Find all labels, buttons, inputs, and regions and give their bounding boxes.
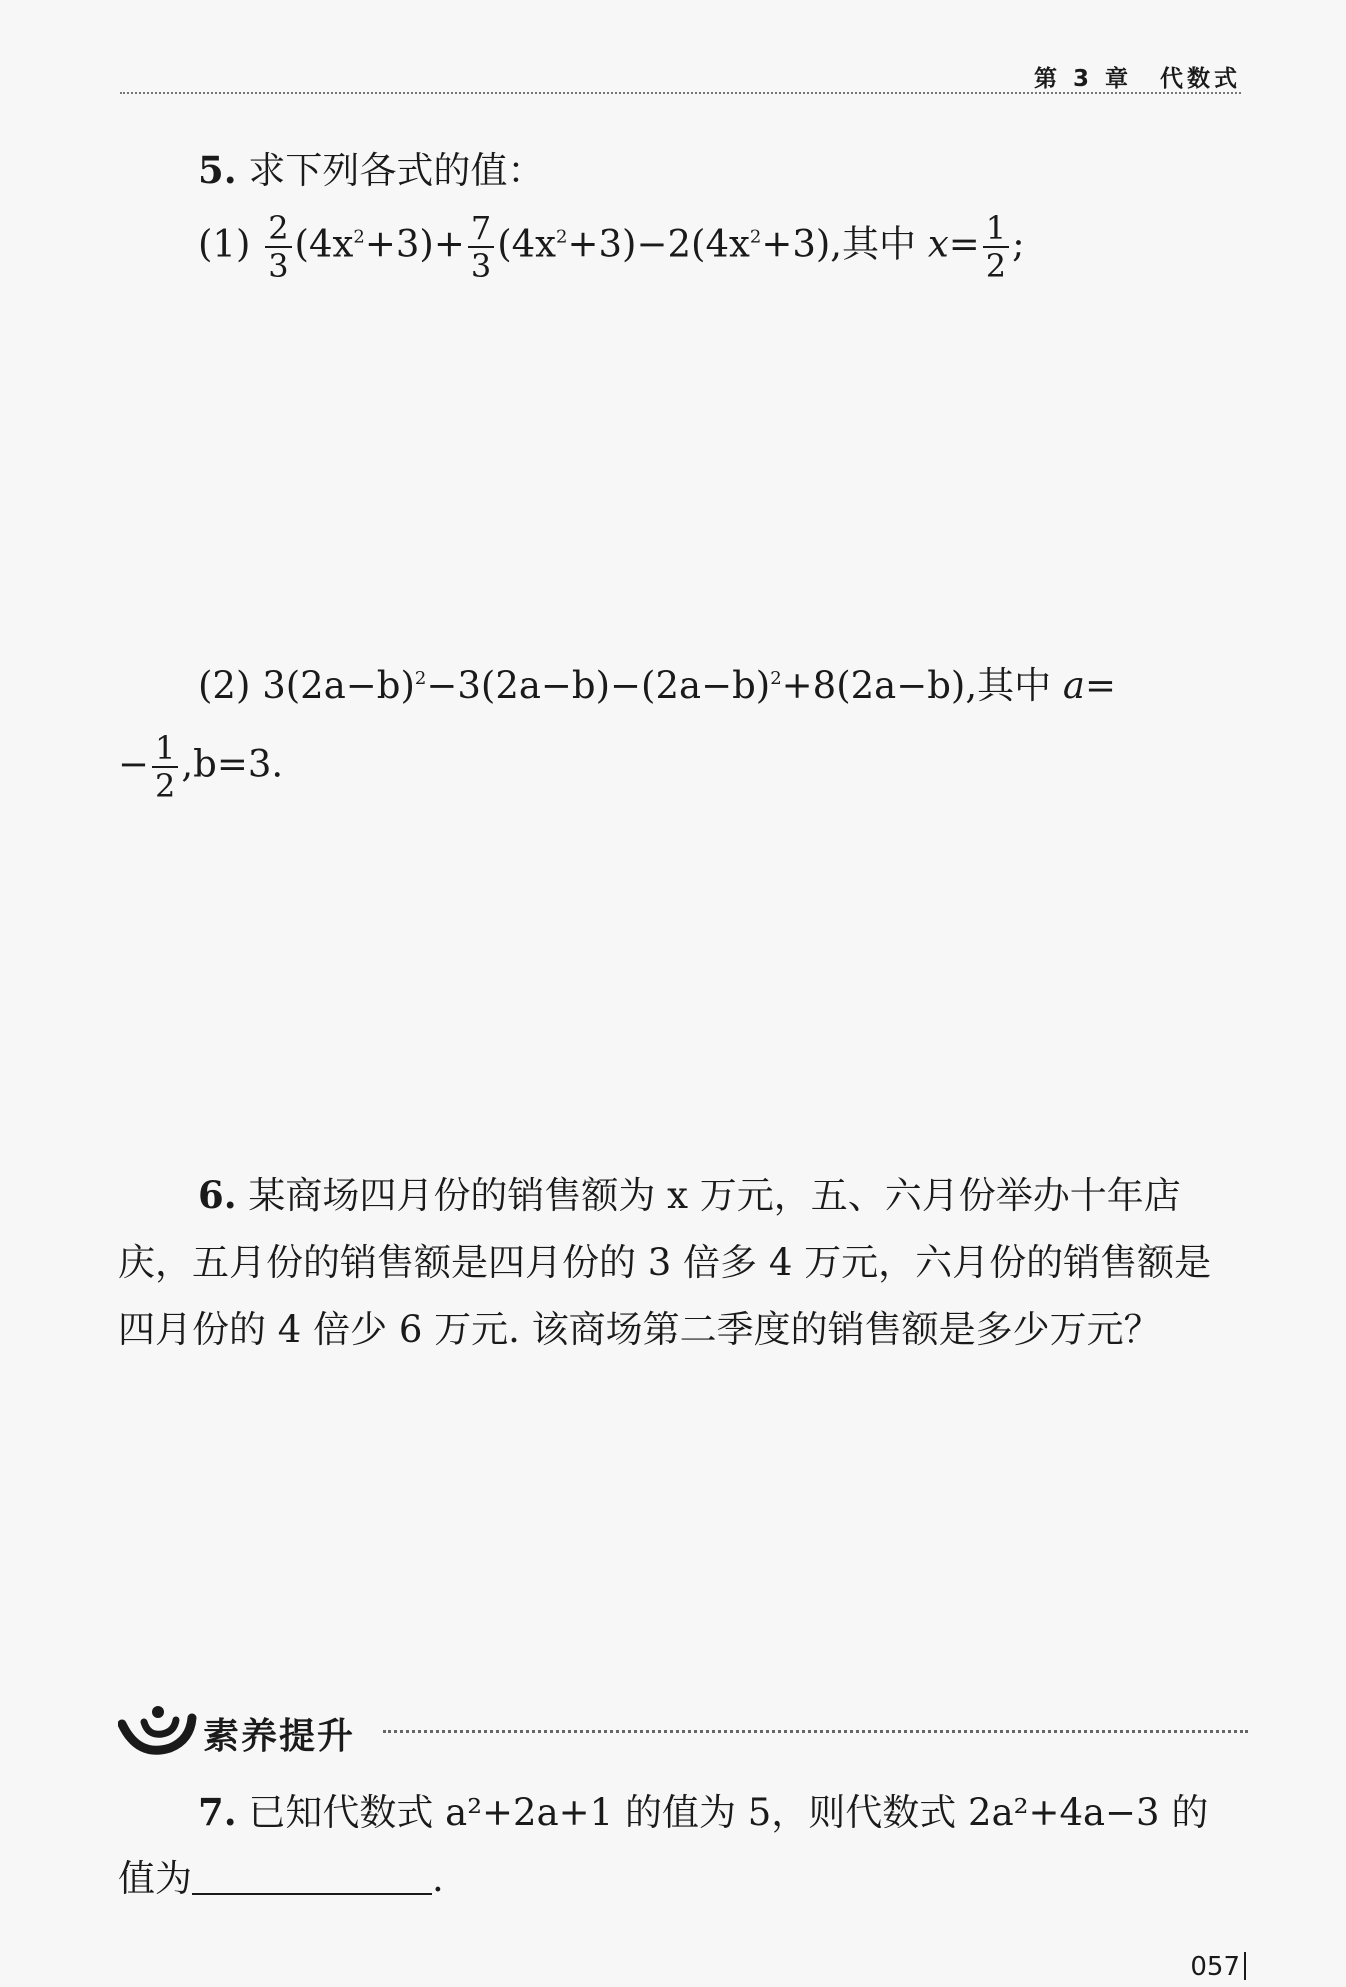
q7-text: 已知代数式 a²+2a+1 的值为 5，则代数式 2a²+4a−3 的 xyxy=(248,1791,1209,1834)
q5-number: 5. xyxy=(198,148,237,192)
page-number xyxy=(1190,1952,1246,1982)
equals-sign: = xyxy=(948,222,980,266)
q6-line2: 庆，五月份的销售额是四月份的 3 倍多 4 万元，六月份的销售额是 xyxy=(118,1241,1212,1284)
q6-line3: 四月份的 4 倍少 6 万元. 该商场第二季度的销售额是多少万元？ xyxy=(118,1308,1161,1351)
q5-part2: (2) $3(2a-b)^2-3(2a-b)-(2a-b)^2+8(2a-b)$,其中 a= xyxy=(198,664,1116,707)
expr-text: +3)−2(4x xyxy=(567,222,750,266)
page-number-text: 057 xyxy=(1190,1952,1240,1982)
section-title: 素养提升 xyxy=(203,1716,356,1757)
expr-text: ; xyxy=(1012,222,1025,266)
section-dotted-rule xyxy=(383,1730,1248,1733)
expr-text: (4x xyxy=(497,222,557,266)
swirl-icon xyxy=(118,1700,198,1760)
q6-text: 某商场四月份的销售额为 x 万元，五、六月份举办十年店 xyxy=(248,1174,1181,1217)
q5-prompt: 求下列各式的值： xyxy=(248,149,545,192)
q7-line2 xyxy=(118,1848,444,1902)
header-divider xyxy=(120,92,1241,94)
expr-text: +8(2a−b),其中 xyxy=(781,664,1052,707)
q7-text: . xyxy=(432,1857,444,1900)
expr-text: (4x xyxy=(294,222,354,266)
section-banner xyxy=(118,1700,1248,1760)
expr-text: +3),其中 xyxy=(761,222,917,266)
answer-blank[interactable] xyxy=(192,1863,432,1895)
q7-text: 值为 xyxy=(118,1857,192,1900)
q5-heading xyxy=(198,140,544,194)
equals-sign: = xyxy=(1084,664,1116,707)
fraction: $\frac{1}{2}$ xyxy=(983,210,1009,284)
q5-part1-label: (1) xyxy=(198,222,251,266)
q5-part1: (1) $\frac{2}{3}$ $(4x^2+3)+$ $\frac{7}{3}$ $(4x^2+3)-2(4x^2+3)$,其中 x= $\frac{1}{2}$ ; xyxy=(198,209,1025,285)
page-header xyxy=(1034,60,1241,93)
q6-number: 6. xyxy=(198,1173,237,1217)
expr-text: −3(2a−b)−(2a−b) xyxy=(426,664,771,707)
q6-line1 xyxy=(198,1165,1181,1219)
q5-part2-cont xyxy=(118,730,283,804)
fraction: $\frac{7}{3}$ xyxy=(468,210,494,284)
q5-part2-label: (2) xyxy=(198,664,251,707)
fraction: $\frac{1}{2}$ xyxy=(152,730,178,804)
expr-text: ,b=3. xyxy=(181,742,284,786)
expr-text: +3)+ xyxy=(364,222,465,266)
expr-text: 3(2a−b) xyxy=(262,664,415,707)
variable-a: a xyxy=(1062,664,1085,707)
fraction: $\frac{2}{3}$ xyxy=(265,210,291,284)
page-number-bar xyxy=(1244,1952,1246,1980)
q7-line1 xyxy=(198,1782,1208,1836)
q7-number: 7. xyxy=(198,1790,237,1834)
chapter-title: 代数式 xyxy=(1160,66,1241,92)
minus-sign: − xyxy=(118,742,150,786)
chapter-label: 第 3 章 xyxy=(1033,66,1132,92)
variable-x: x xyxy=(927,222,949,266)
